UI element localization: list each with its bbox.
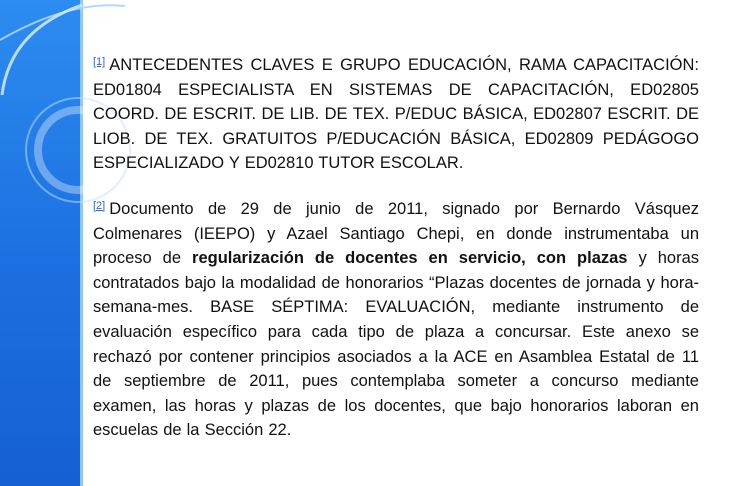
footnote-2-ref-link[interactable]: [2]	[93, 199, 106, 212]
footnote-2-text-after: y horas contratados bajo la modalidad de honorarios “Plazas docentes de jornada y hora-semana-mes. BASE SÉPTIMA: EVALUACIÓN, mediante instrumento de evaluación específico para cada tipo de plaza a concursar. Este anexo se rechazó por contener principios asociados a la ACE en Asamblea Estatal de 11 de septiembre de 2011, pues contemplaba someter a concurso mediante examen, las horas y plazas de los docentes, que bajo honorarios laboran en escuelas de la Sección 22.	[93, 249, 699, 440]
footnote-2	[93, 194, 699, 443]
footnote-1	[93, 50, 699, 176]
footnote-2-bold-text: regularización de docentes en servicio, con plazas	[192, 249, 628, 268]
footnote-2-text-before: Documento de 29 de junio de 2011, signado por Bernardo Vásquez Colmenares (IEEPO) y Azael Santiago Chepi, en donde instrumentaba un proceso de	[93, 199, 699, 268]
decorative-sidebar	[0, 0, 82, 486]
footnotes-content	[93, 50, 699, 461]
footnote-1-ref-link[interactable]: [1]	[93, 56, 106, 68]
sidebar-edge-line	[80, 0, 83, 486]
footnote-1-text: ANTECEDENTES CLAVES E GRUPO EDUCACIÓN, RAMA CAPACITACIÓN: ED01804 ESPECIALISTA EN SISTEMAS DE CAPACITACIÓN, ED02805 COORD. DE ESCRIT. DE LIB. DE TEX. P/EDUC BÁSICA, ED02807 ESCRIT. DE LIOB. DE TEX. GRATUITOS P/EDUCACIÓN BÁSICA, ED02809 PEDÁGOGO ESPECIALIZADO Y ED02810 TUTOR ESCOLAR.	[93, 56, 699, 173]
